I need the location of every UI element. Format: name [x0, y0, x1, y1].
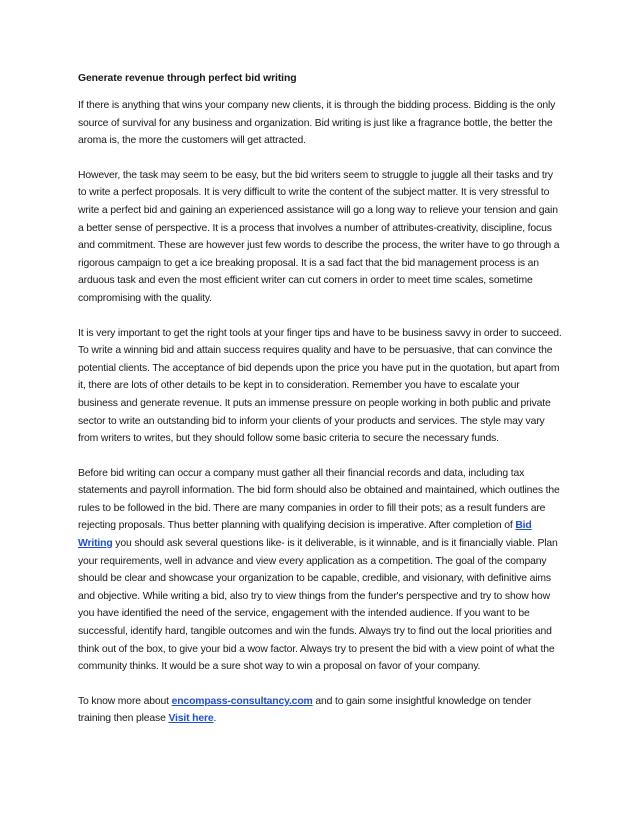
visit-here-link[interactable]: Visit here: [168, 713, 214, 725]
paragraph-process-text-1: Before bid writing can occur a company must gather all their financial records and data, including tax statements and payroll information. The bid form should also be obtained and maintained, which outlines the rules to be followed in the bid. There are many companies in order to fill their pots; as a result funders are rejecting proposals. Thus better planning with qualifying decision is imperative. After completion of: [78, 467, 560, 532]
paragraph-process-text-2: you should ask several questions like- is it deliverable, is it winnable, and is it financially viable. Plan your requirements, well in advance and view every application as a competition. The goal of the company should be clear and showcase your organization to be capable, credible, and visionary, with definitive aims and objective. While writing a bid, also try to view things from the funder's perspective and try to show how you have identified the need of the service, engagement with the intended audience. If you want to be successful, identify hard, tangible outcomes and win the funds. Always try to find out the local priorities and think out of the box, to give your bid a wow factor. Always try to present the bid with a view point of what the community thinks. It would be a sure shot way to win a proposal on favor of your company.: [78, 538, 558, 673]
paragraph-intro: If there is anything that wins your company new clients, it is through the bidding process. Bidding is the only source of survival for any business and organization. Bid writing is just like a fragrance bottle, the better the aroma is, the more the customers will get attracted.: [78, 100, 556, 147]
document-page: [78, 70, 562, 745]
paragraph-tools: It is very important to get the right tools at your finger tips and have to be business savvy in order to succeed. To write a winning bid and attain success requires quality and have to be persuasive, that can convince the potential clients. The acceptance of bid depends upon the price you have put in the quotation, but apart from it, there are lots of other details to be kept in to consideration. Remember you have to escalate your business and generate revenue. It puts an immense pressure on people working in both public and private sector to write an outstanding bid to inform your clients of your products and services. The style may vary from writers to writes, but they should follow some basic criteria to secure the necessary funds.: [78, 327, 562, 445]
paragraph-contact-text-1: To know more about: [78, 695, 172, 707]
paragraph-contact: [78, 693, 562, 728]
document-title: Generate revenue through perfect bid writing: [78, 73, 297, 84]
bid-writing-link[interactable]: Bid Writing: [78, 520, 532, 550]
encompass-consultancy-link[interactable]: encompass-consultancy.com: [171, 695, 313, 707]
paragraph-process: [78, 465, 562, 676]
paragraph-contact-text-2: and to gain some insightful knowledge on tender training then please: [78, 695, 532, 725]
paragraph-contact-text-3: .: [213, 713, 217, 725]
paragraph-challenges: However, the task may seem to be easy, but the bid writers seem to struggle to juggle all their tasks and try to write a perfect proposals. It is very difficult to write the content of the subject matter. It is very stressful to write a perfect bid and gaining an experienced assistance will go a long way to relieve your tension and gain a better sense of perspective. It is a process that involves a number of attributes-creativity, discipline, focus and commitment. These are however just few words to describe the process, the writer have to go through a rigorous campaign to get a ice breaking proposal. It is a sad fact that the bid management process is an arduous task and even the most efficient writer can cut corners in order to meet time scales, sometime compromising with the quality.: [78, 169, 560, 304]
